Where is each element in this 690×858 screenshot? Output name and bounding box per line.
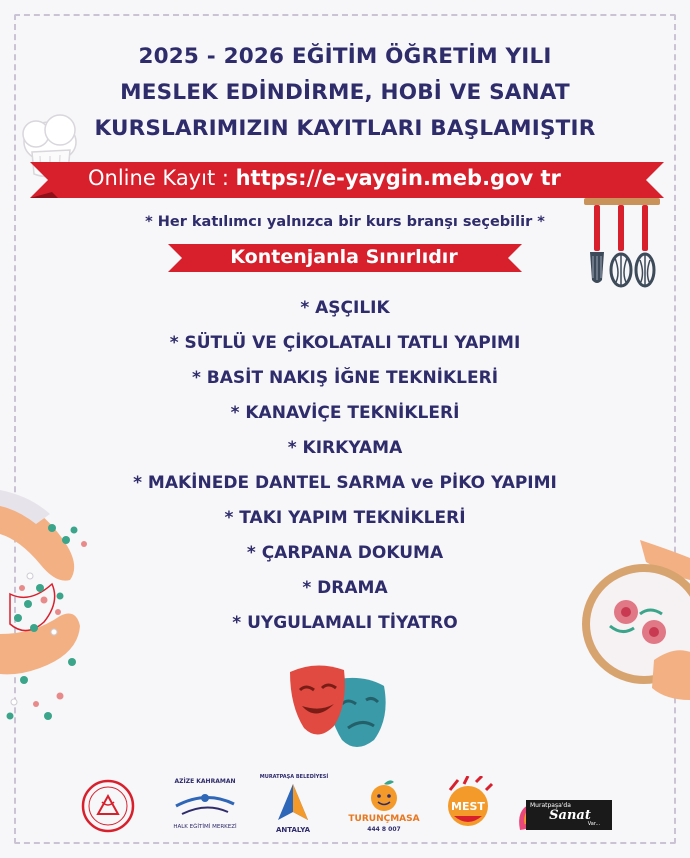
mest-logo-text: MEST [451, 800, 485, 813]
list-item: * ÇARPANA DOKUMA [246, 543, 444, 563]
limited-capacity-label: Kontenjanla Sınırlıdır [230, 246, 458, 268]
muratpasa-logo-top: MURATPAŞA BELEDİYESİ [259, 774, 329, 780]
sanat-logo-main: Sanat [549, 808, 591, 823]
header-line-1: 2025 - 2026 EĞİTİM ÖĞRETİM YILI [138, 44, 552, 69]
header-line-2: MESLEK EDİNDİRME, HOBİ VE SANAT [120, 80, 570, 105]
turunc-logo-text: TURUNÇMASA [348, 814, 420, 824]
theatre-masks-icon [286, 660, 398, 756]
list-item: * TAKI YAPIM TEKNİKLERİ [224, 508, 466, 528]
sanat-logo-sub: Var... [587, 821, 601, 827]
hem-logo-top: AZİZE KAHRAMAN [174, 778, 236, 785]
header-line-3: KURSLARIMIZIN KAYITLARI BAŞLAMIŞTIR [94, 116, 596, 141]
list-item: * DRAMA [302, 578, 388, 598]
hem-logo-bottom: HALK EĞİTİMİ MERKEZİ [173, 824, 237, 830]
list-item: * KIRKYAMA [287, 438, 403, 458]
hem-logo-icon [170, 784, 240, 826]
turunc-logo-icon [364, 778, 404, 814]
list-item: * BASİT NAKIŞ İĞNE TEKNİKLERİ [191, 368, 499, 388]
registration-url-link[interactable]: https://e-yaygin.meb.gov tr [235, 166, 561, 190]
list-item: * MAKİNEDE DANTEL SARMA ve PİKO YAPIMI [133, 473, 557, 493]
list-item: * UYGULAMALI TİYATRO [232, 613, 458, 633]
list-item: * KANAVİÇE TEKNİKLERİ [230, 403, 460, 423]
turunc-phone: 444 8 007 [367, 826, 401, 833]
muratpasa-logo-icon [262, 776, 324, 826]
list-item: * AŞÇILIK [300, 298, 390, 318]
selection-note: * Her katılımcı yalnızca bir kurs branşı seçebilir * [145, 214, 545, 230]
sponsor-logos [0, 770, 690, 840]
sanat-logo-top: Muratpaşa'da [530, 802, 571, 809]
sanat-logo-box [526, 800, 612, 830]
beading-hands-illustration [0, 484, 100, 740]
meb-logo-icon [78, 778, 138, 834]
muratpasa-logo-bottom: ANTALYA [275, 826, 311, 834]
list-item: * SÜTLÜ VE ÇİKOLATALI TATLI YAPIMI [169, 333, 521, 353]
online-registration-label: Online Kayıt : [88, 166, 236, 190]
embroidery-hoop-illustration [570, 540, 690, 710]
